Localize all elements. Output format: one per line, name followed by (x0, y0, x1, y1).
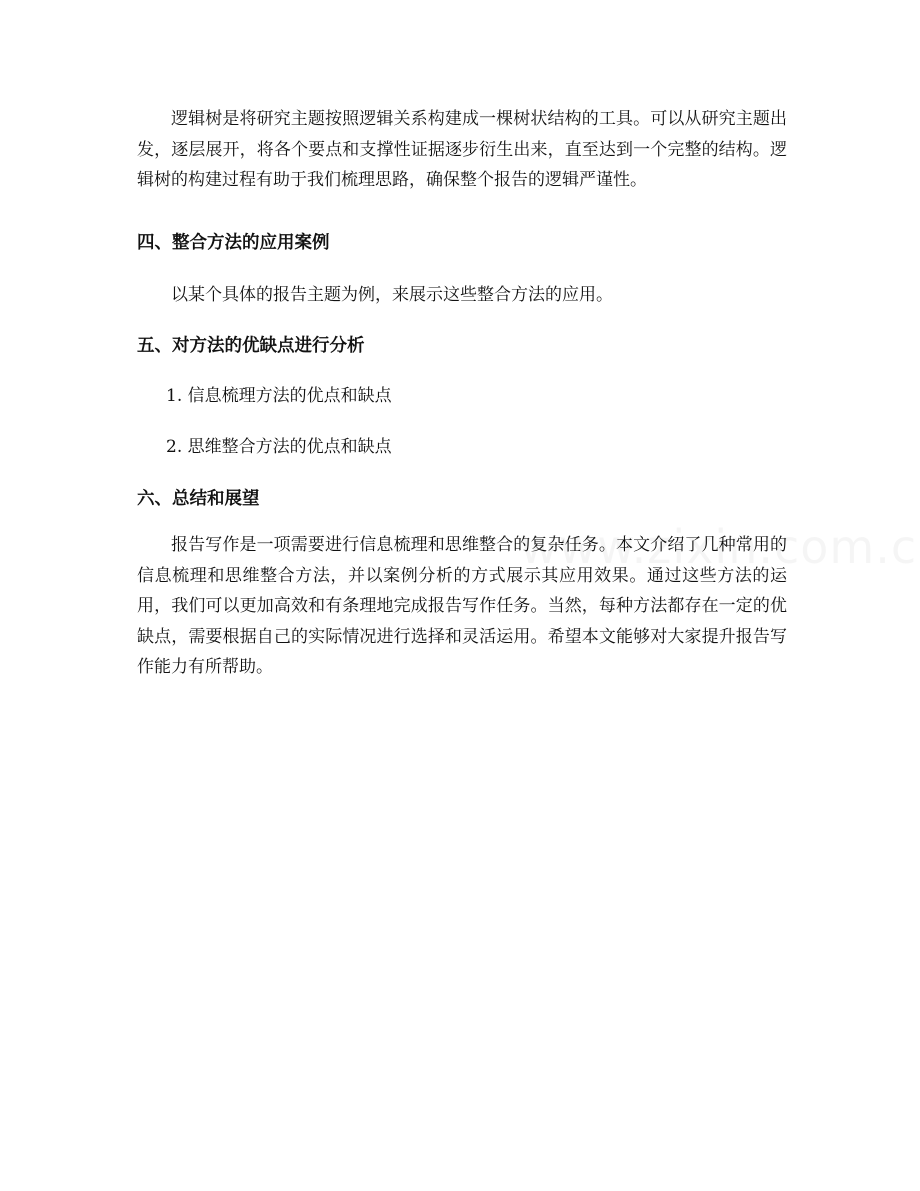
paragraph-logic-tree: 逻辑树是将研究主题按照逻辑关系构建成一棵树状结构的工具。可以从研究主题出发，逐层展开，将各个要点和支撑性证据逐步衍生出来，直至达到一个完整的结构。逻辑树的构建过程有助于我们梳理思路，确保整个报告的逻辑严谨性。 (137, 109, 787, 190)
section-heading-6: 六、总结和展望 (137, 489, 260, 509)
paragraph-summary: 报告写作是一项需要进行信息梳理和思维整合的复杂任务。本文介绍了几种常用的信息梳理和思维整合方法，并以案例分析的方式展示其应用效果。通过这些方法的运用，我们可以更加高效和有条理地完成报告写作任务。当然，每种方法都存在一定的优缺点，需要根据自己的实际情况进行选择和灵活运用。希望本文能够对大家提升报告写作能力有所帮助。 (137, 535, 787, 677)
section-heading-5: 五、对方法的优缺点进行分析 (137, 336, 365, 356)
paragraph-case: 以某个具体的报告主题为例，来展示这些整合方法的应用。 (171, 285, 613, 305)
list-item: 1. 信息梳理方法的优点和缺点 (166, 386, 392, 406)
list-item: 2. 思维整合方法的优点和缺点 (166, 437, 392, 457)
section-heading-4: 四、整合方法的应用案例 (137, 233, 330, 253)
